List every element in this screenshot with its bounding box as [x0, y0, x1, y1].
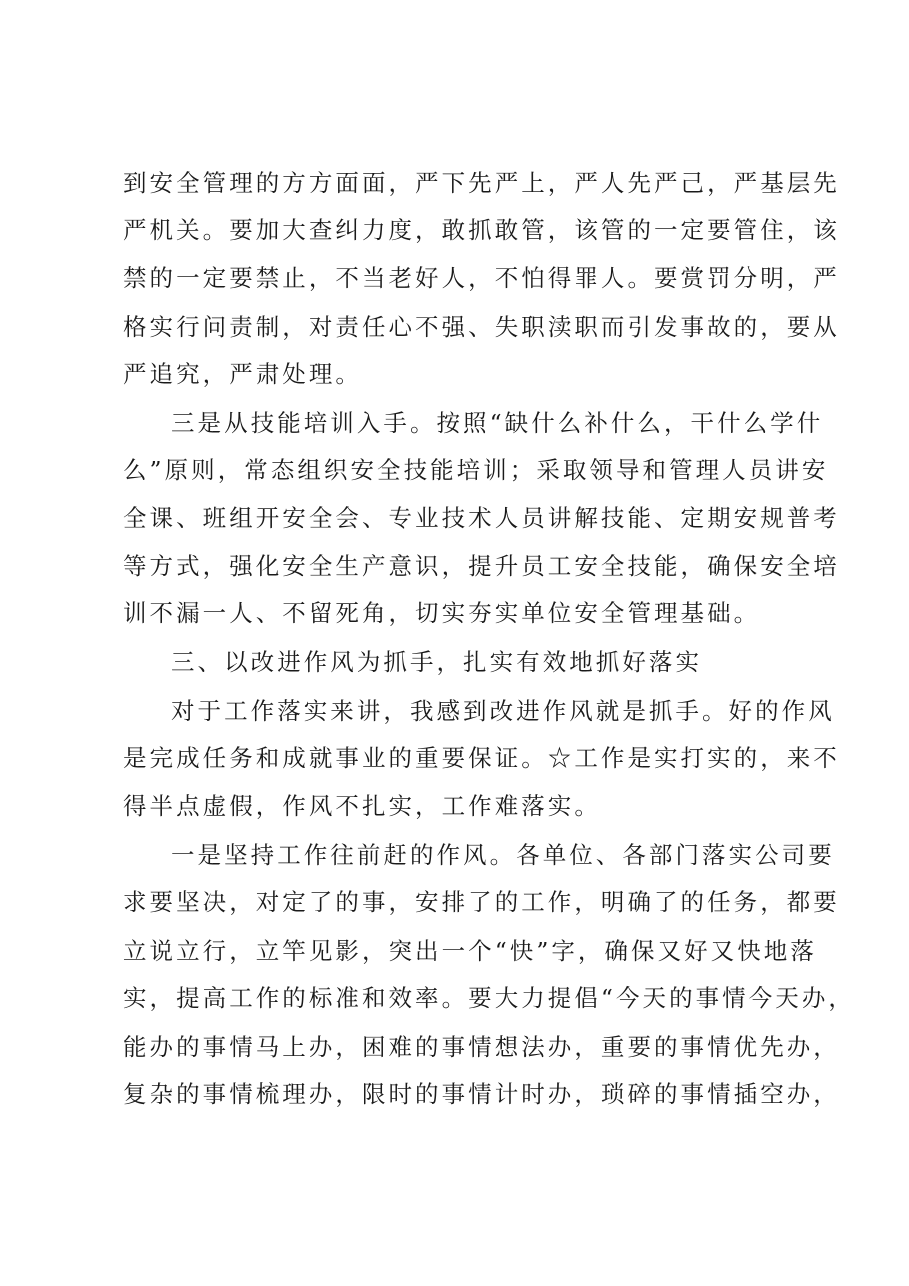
text-line: 等方式，强化安全生产意识，提升员工安全技能，确保安全培: [123, 552, 840, 580]
text-line: 立说立行，立竿见影，突出一个“快”字，确保又好又快地落: [123, 937, 817, 965]
text-line: 么”原则，常态组织安全技能培训；采取领导和管理人员讲安: [123, 456, 829, 484]
text-line: 训不漏一人、不留死角，切实夯实单位安全管理基础。: [123, 599, 761, 627]
text-line: 实，提高工作的标准和效率。要大力提倡“今天的事情今天办，: [123, 984, 855, 1012]
paragraph-start-line: 对于工作落实来讲，我感到改进作风就是抓手。好的作风: [171, 697, 835, 725]
text-line: 得半点虚假，作风不扎实，工作难落实。: [123, 792, 601, 820]
text-line: 是完成任务和成就事业的重要保证。☆工作是实打实的，来不: [123, 744, 840, 772]
text-line: 禁的一定要禁止，不当老好人，不怕得罪人。要赏罚分明，严: [123, 264, 840, 292]
text-line: 能办的事情马上办，困难的事情想法办，重要的事情优先办，: [123, 1033, 840, 1061]
text-line: 严追究，严肃处理。: [123, 360, 362, 388]
paragraph-start-line: 一是坚持工作往前赶的作风。各单位、各部门落实公司要: [171, 841, 835, 869]
paragraph-start-line: 三是从技能培训入手。按照“缺什么补什么，干什么学什: [171, 409, 824, 437]
text-line: 严机关。要加大查纠力度，敢抓敢管，该管的一定要管住，该: [123, 216, 840, 244]
text-line: 到安全管理的方方面面，严下先严上，严人先严己，严基层先: [123, 169, 840, 197]
text-line: 复杂的事情梳理办，限时的事情计时办，琐碎的事情插空办，: [123, 1080, 840, 1108]
text-line: 求要坚决，对定了的事，安排了的工作，明确了的任务，都要: [123, 888, 840, 916]
section-heading: 三、以改进作风为抓手，扎实有效地抓好落实: [171, 648, 702, 676]
text-line: 格实行问责制，对责任心不强、失职渎职而引发事故的，要从: [123, 313, 840, 341]
text-line: 全课、班组开安全会、专业技术人员讲解技能、定期安规普考: [123, 504, 840, 532]
